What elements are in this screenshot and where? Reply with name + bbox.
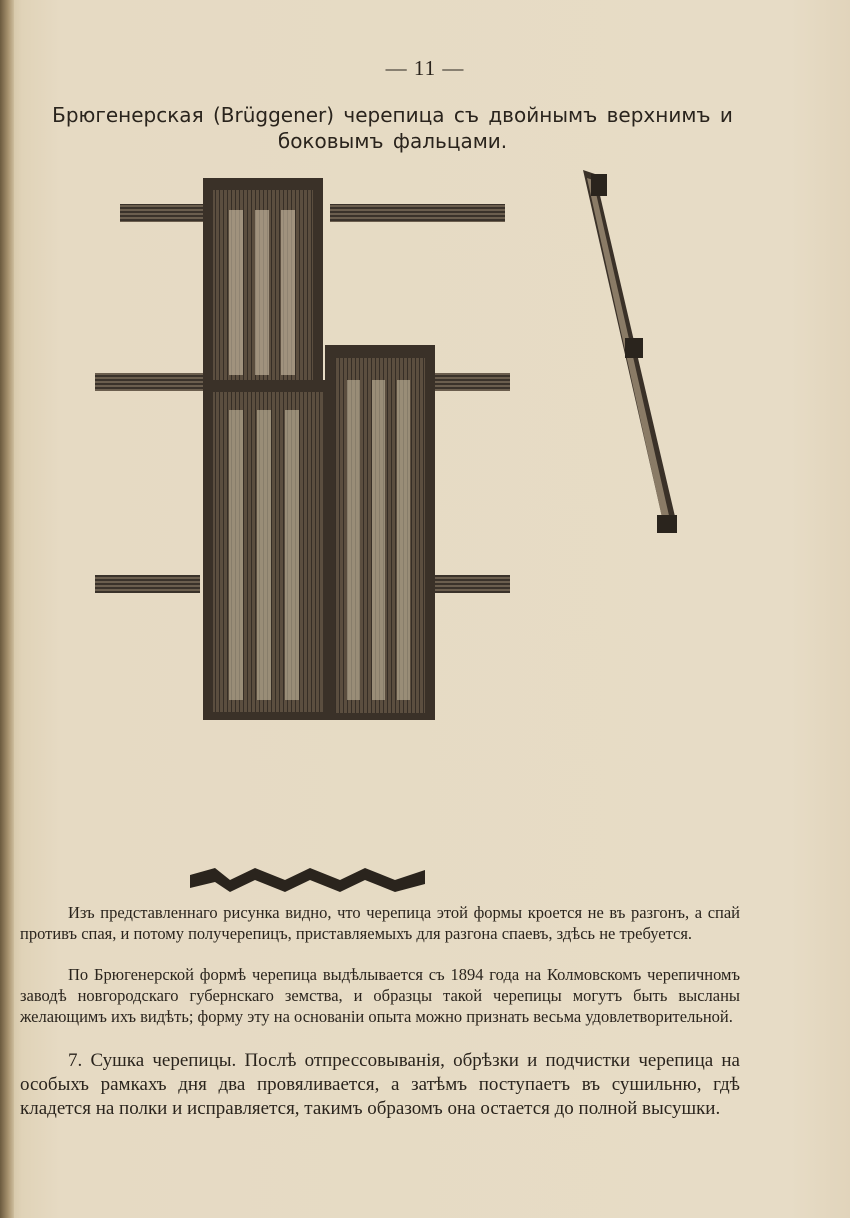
section-heading: Брюгенерская (Brüggener) черепица съ двойнымъ верхнимъ и боковымъ фальцами.	[52, 103, 733, 153]
paragraph-2-text: По Брюгенерской формѣ черепица выдѣлывается съ 1894 года на Колмовскомъ черепичномъ заводѣ новгородскаго губернскаго земства, и образцы такой черепицы могутъ быть высланы желающимъ ихъ видѣть; форму эту на основаніи опыта можно признать весьма удовлетворительной.	[20, 965, 740, 1026]
tile-lower-left	[203, 380, 333, 720]
paragraph-2	[20, 964, 740, 1027]
paragraph-3-text: 7. Сушка черепицы. Послѣ отпрессовыванія, обрѣзки и подчистки черепица на особыхъ рамкахъ дня два провяливается, а затѣмъ поступаетъ въ сушильню, гдѣ кладется на полки и исправляется, такимъ образомъ она остается до полной высушки.	[20, 1050, 740, 1119]
tile-upper-left	[203, 178, 323, 388]
roof-tile-illustration	[95, 170, 695, 910]
paragraph-1	[20, 902, 740, 944]
book-spine-shadow	[0, 0, 14, 1218]
paragraph-1-text: Изъ представленнаго рисунка видно, что черепица этой формы кроется не въ разгонъ, а спай противъ спая, и потому получерепицъ, приставляемыхъ для разгона спаевъ, здѣсь не требуется.	[20, 903, 740, 943]
tile-cross-section	[190, 868, 425, 892]
tile-right	[325, 345, 435, 720]
paragraph-3	[20, 1049, 740, 1121]
tile-side-section	[583, 170, 677, 533]
page-number: — 11 —	[385, 56, 465, 80]
